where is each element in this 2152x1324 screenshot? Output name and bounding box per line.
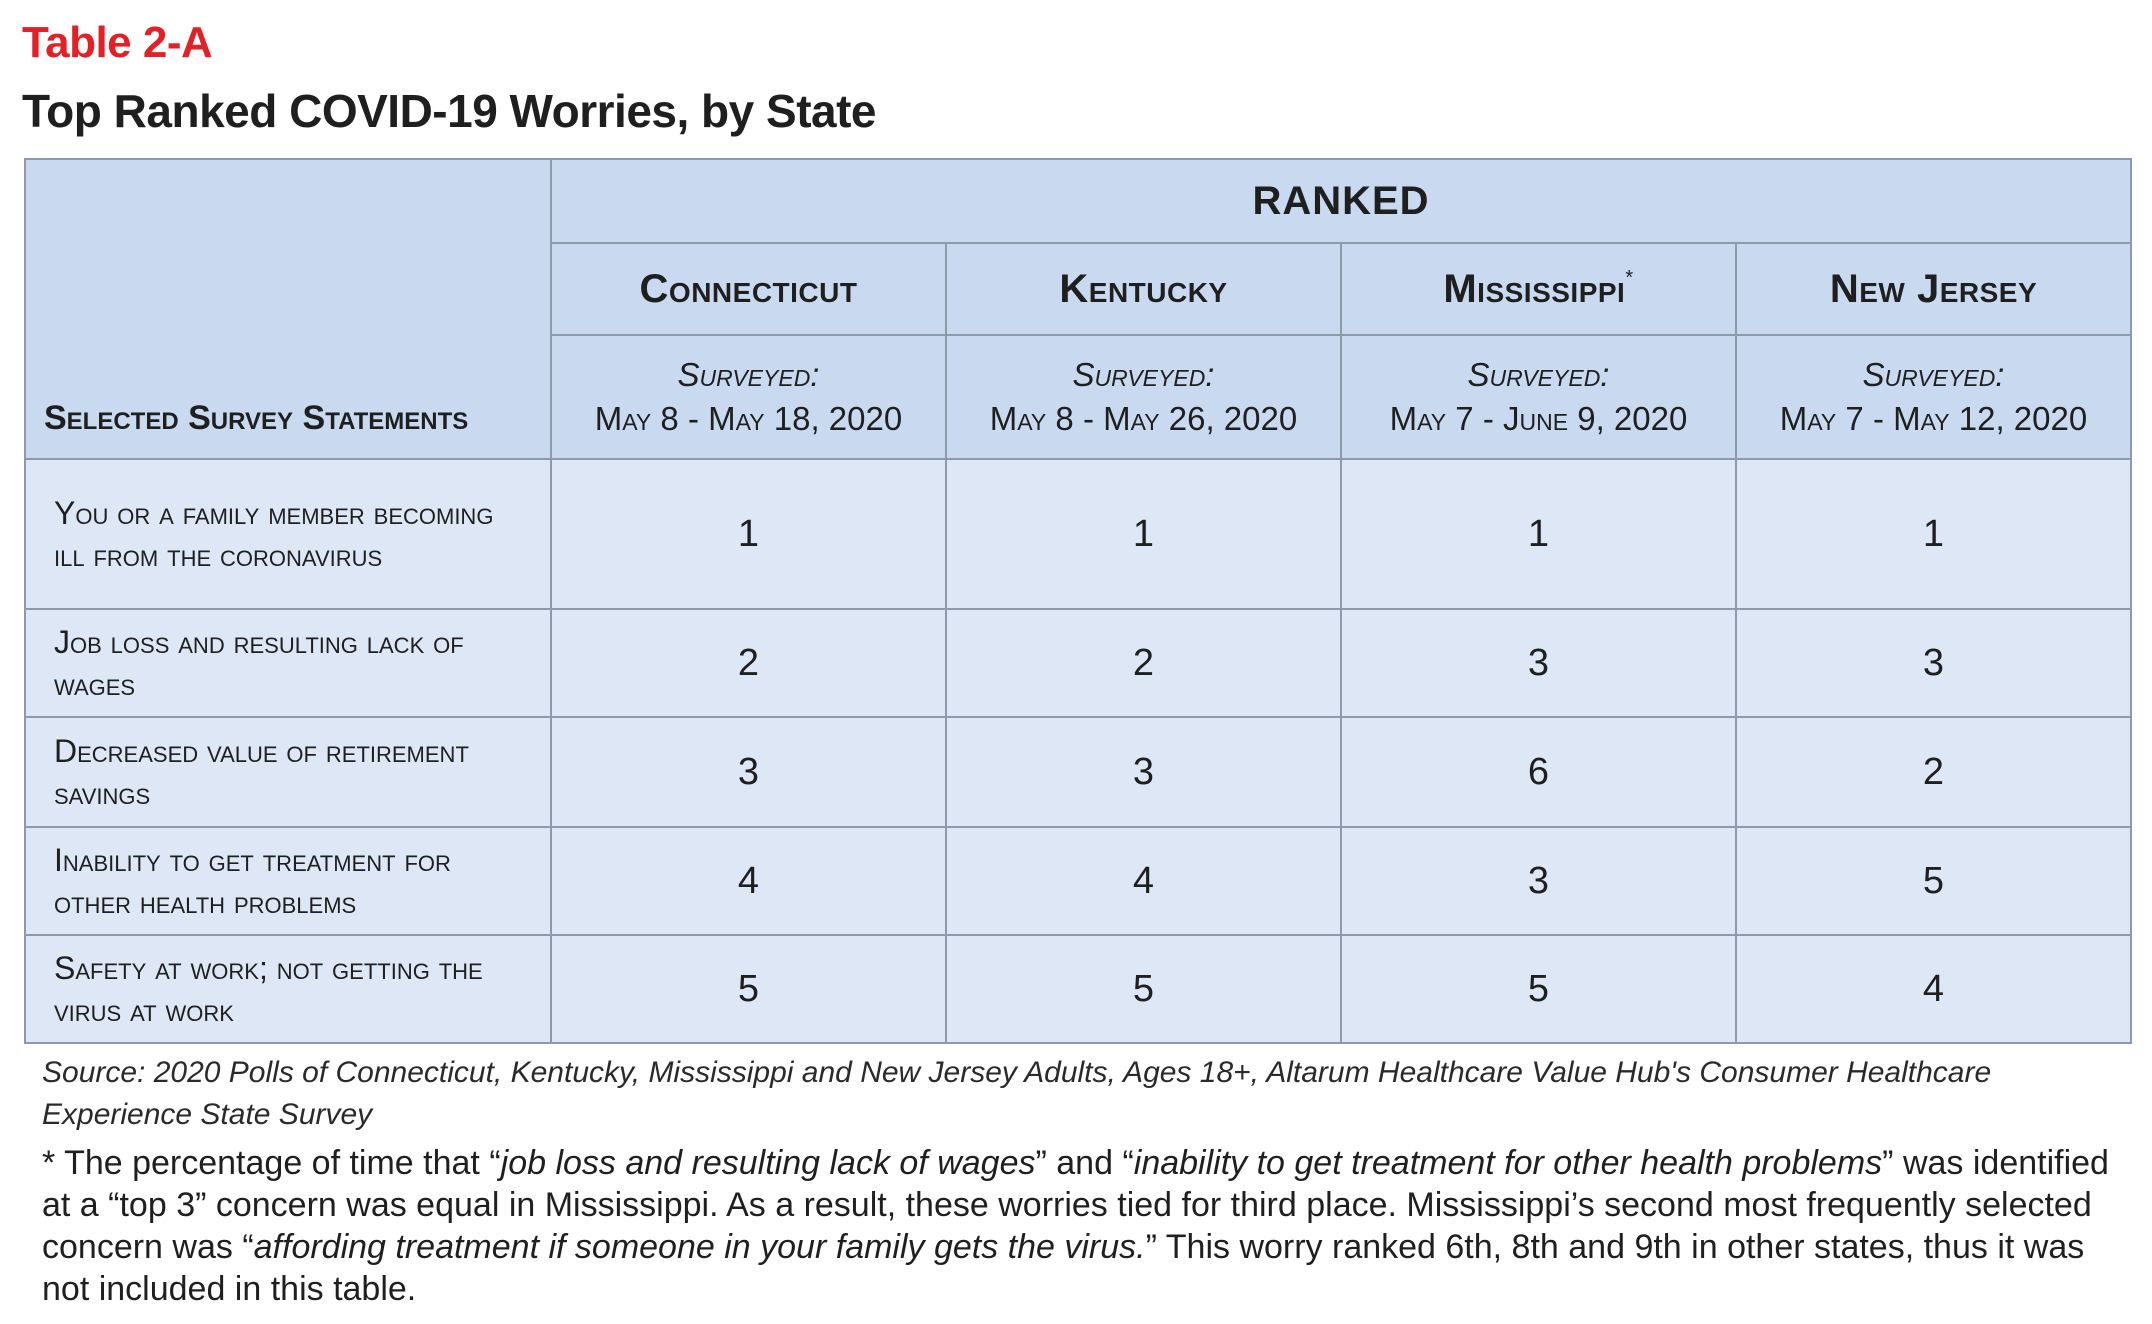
survey-dates-connecticut: Surveyed: May 8 - May 18, 2020 [551,335,946,459]
rank-cell: 2 [551,609,946,717]
table-row [25,459,2131,609]
rank-cell: 1 [1736,459,2131,609]
source-note: Source: 2020 Polls of Connecticut, Kentucky, Mississippi and New Jersey Adults, Ages 18+, Altarum Healthcare Value Hub's Consumer Healthcare Experience State Survey [42,1056,1992,1131]
survey-dates-kentucky: Surveyed: May 8 - May 26, 2020 [946,335,1341,459]
statement-cell: Safety at work; not getting the virus at work [25,935,551,1043]
rank-cell: 5 [946,935,1341,1043]
ranked-header: RANKED [551,159,2131,243]
statements-header: Selected Survey Statements [44,399,469,437]
state-header-connecticut: Connecticut [551,243,946,335]
state-header-mississippi: Mississippi* [1341,243,1736,335]
survey-dates-mississippi: Surveyed: May 7 - June 9, 2020 [1341,335,1736,459]
rank-cell: 6 [1341,717,1736,827]
table-row [25,717,2131,827]
footnote-marker: * [1625,266,1634,289]
rank-cell: 4 [946,827,1341,935]
rank-cell: 2 [946,609,1341,717]
rank-cell: 3 [946,717,1341,827]
table-row [25,827,2131,935]
state-header-new-jersey: New Jersey [1736,243,2131,335]
page-title: Top Ranked COVID-19 Worries, by State [22,85,876,137]
statement-cell: Decreased value of retirement savings [25,717,551,827]
rank-cell: 2 [1736,717,2131,827]
footnote: * The percentage of time that “job loss and resulting lack of wages” and “inability to get treatment for other health problems” was identified at a “top 3” concern was equal in Mississippi. As a result, these worries tied for third place. Mississippi’s second most frequently selected concern was “affording treatment if someone in your family gets the virus.” This worry ranked 6th, 8th and 9th in other states, thus it was not included in this table. [42,1144,2109,1308]
state-header-kentucky: Kentucky [946,243,1341,335]
rank-cell: 3 [551,717,946,827]
table-row [25,609,2131,717]
statement-cell: You or a family member becoming ill from the coronavirus [25,459,551,609]
table-label: Table 2-A [22,18,213,67]
rank-cell: 5 [1736,827,2131,935]
table-row [25,935,2131,1043]
rank-cell: 1 [551,459,946,609]
rank-cell: 3 [1341,609,1736,717]
statements-header-cell [25,159,551,459]
rank-cell: 1 [1341,459,1736,609]
statement-cell: Job loss and resulting lack of wages [25,609,551,717]
rank-cell: 4 [551,827,946,935]
rank-cell: 4 [1736,935,2131,1043]
rankings-table [24,158,2132,1044]
statement-cell: Inability to get treatment for other health problems [25,827,551,935]
survey-dates-new-jersey: Surveyed: May 7 - May 12, 2020 [1736,335,2131,459]
rank-cell: 3 [1736,609,2131,717]
rank-cell: 1 [946,459,1341,609]
rank-cell: 3 [1341,827,1736,935]
rank-cell: 5 [551,935,946,1043]
rank-cell: 5 [1341,935,1736,1043]
